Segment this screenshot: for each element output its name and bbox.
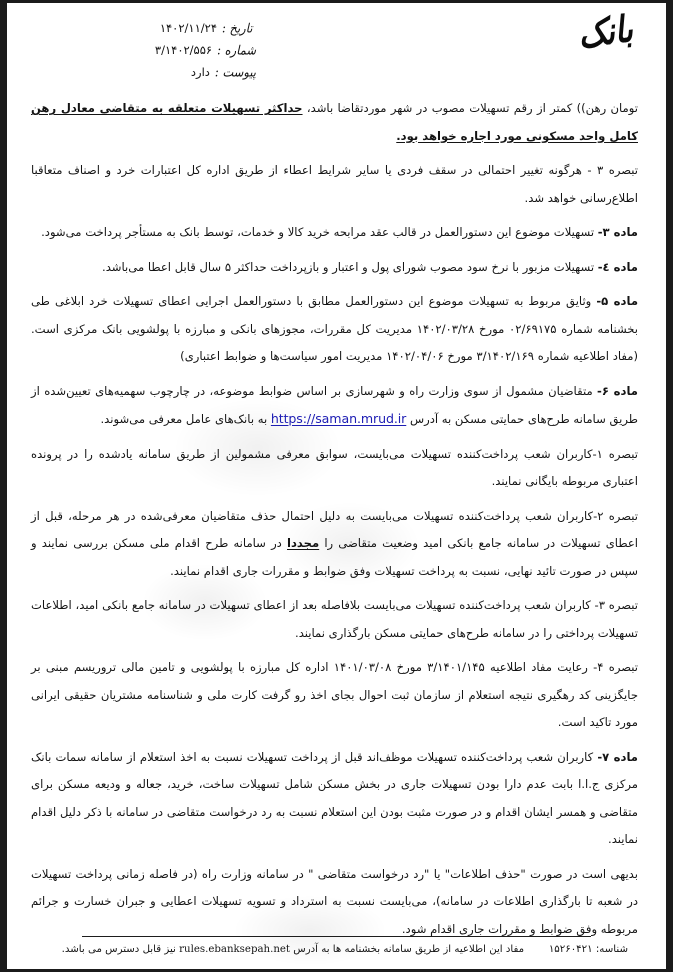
footer-document-id bbox=[549, 944, 628, 955]
paragraph-note-1: تبصره ۱-کاربران شعب پرداخت‌کننده تسهیلات می‌بایست، سوابق معرفی مشمولین از طریق سامانه یادشده را در پرونده اعتباری مربوطه بایگانی نمایند. bbox=[31, 446, 639, 488]
paragraph-final-note: بدیهی است در صورت "حذف اطلاعات" یا "رد درخواست متقاضی " در سامانه وزارت راه (در فاصله زمانی پرداخت تسهیلات در شعبه تا بارگذاری اطلاعات در سامانه)، می‌بایست نسبت به استرداد و تسویه تسهیلات اعطایی و جبران خسارت و جرائم مربوطه وفق ضوابط و مقررات جاری اقدام شود. bbox=[31, 866, 638, 936]
paragraph-article-3 bbox=[31, 219, 638, 247]
document-sheet bbox=[7, 3, 666, 969]
paragraph-note-3-top: تبصره ۳ - هرگونه تغییر احتمالی در سقف فردی یا سایر شرایط اعطاء از طریق اداره کل اعتبارات خرد و اصناف متعاقبا اطلاع‌رسانی خواهد شد. bbox=[31, 163, 638, 205]
saman-portal-link[interactable]: https://saman.mrud.ir bbox=[270, 411, 407, 426]
article-6-label: ماده ۶- bbox=[597, 383, 638, 398]
note-2-emphasis: مجددا bbox=[287, 536, 320, 550]
paragraph-article-4 bbox=[31, 254, 638, 282]
intro-emphasis-text: حداکثر تسهیلات متعلقه به متقاضی معادل رهن کامل واحد مسکونی مورد اجاره خواهد بود. bbox=[31, 101, 638, 143]
date-value: ۱۴۰۲/۱۱/۲۴ bbox=[159, 21, 217, 35]
article-5-label: ماده ۵- bbox=[596, 294, 638, 308]
letterhead-meta bbox=[155, 17, 256, 83]
page-border-left bbox=[0, 0, 7, 972]
note-2-text-after: در سامانه طرح اقدام ملی مسکن بررسی نمایند و سپس در صورت تائید نهایی، نسبت به پرداخت تسهیلات وفق ضوابط و مقررات جاری اقدام نمایند. bbox=[31, 536, 638, 578]
page-border-right bbox=[666, 0, 673, 972]
attachment-label: پیوست : bbox=[214, 64, 256, 80]
article-3-text: تسهیلات موضوع این دستورالعمل در قالب عقد مرابحه خرید کالا و خدمات، توسط بانک به مستأجر پرداخت می‌شود. bbox=[41, 225, 598, 239]
article-5-text: وثایق مربوط به تسهیلات موضوع این دستورالعمل مطابق با دستورالعمل اجرایی اعطای تسهیلات خرد ابلاغی طی بخشنامه شماره ۰۲/۶۹۱۷۵ مورخ ۱۴۰۲/۰۳/۲۸ مدیریت کل مقررات، مجوزهای بانکی و مبارزه با پولشویی بانک مرکزی است. (مفاد اطلاعیه شماره ۳/۱۴۰۲/۱۶۹ مورخ ۱۴۰۲/۰۴/۰۶ مدیریت امور سیاست‌ها و ضوابط اعتباری) bbox=[31, 294, 638, 363]
number-value: ۳/۱۴۰۲/۵۵۶ bbox=[154, 43, 213, 57]
bank-logo: بانک bbox=[575, 7, 635, 57]
meta-row-number bbox=[155, 39, 256, 61]
paragraph-note-2 bbox=[31, 503, 638, 586]
article-7-label: ماده ۷- bbox=[597, 749, 638, 764]
intro-lead-text: تومان رهن)) کمتر از رقم تسهیلات مصوب در شهر موردتقاضا باشد، bbox=[306, 101, 638, 115]
date-label: تاریخ : bbox=[222, 20, 253, 36]
paragraph-article-5 bbox=[31, 288, 638, 371]
footer-note-before: مفاد این اطلاعیه از طریق سامانه بخشنامه ها به آدرس bbox=[293, 944, 525, 955]
meta-row-attachment bbox=[155, 61, 256, 83]
article-4-text: تسهیلات مزبور با نرخ سود مصوب شورای پول و اعتبار و بازپرداخت حداکثر ۵ سال قابل اعطا می‌باشد. bbox=[102, 259, 598, 274]
document-content bbox=[7, 3, 666, 943]
article-6-text-after: به بانک‌های عامل معرفی می‌شوند. bbox=[100, 412, 271, 426]
paragraph-note-3-bottom: تبصره ۳- کاربران شعب پرداخت‌کننده تسهیلات می‌بایست بلافاصله بعد از اعطای تسهیلات در سامانه جامع بانکی امید، اطلاعات تسهیلات پرداختی را در سامانه طرح‌های حمایتی مسکن بارگذاری نمایند. bbox=[31, 598, 639, 640]
footer-note bbox=[37, 944, 549, 955]
letterhead bbox=[7, 3, 666, 95]
meta-row-date bbox=[155, 17, 256, 39]
article-6-text-before: متقاضیان مشمول از سوی وزارت راه و شهرسازی بر اساس ضوابط موضوعه، در چارچوب سهمیه‌های تعیین‌شده از طریق سامانه طرح‌های حمایتی مسکن به آدرس bbox=[31, 383, 638, 426]
attachment-value: دارد bbox=[190, 65, 210, 79]
footer-id-value: ۱۵۲۶۰۴۲۱ bbox=[548, 944, 593, 955]
footer-id-label: شناسه: bbox=[595, 944, 628, 955]
footer-row bbox=[7, 944, 666, 955]
note-2-text-before: تبصره ۲-کاربران شعب پرداخت‌کننده تسهیلات می‌بایست به دلیل احتمال حذف متقاضیان معرفی‌شده در هر مرحله، قبل از اعطای تسهیلات در سامانه جامع بانکی امید وضعیت متقاضی را bbox=[31, 508, 638, 550]
document-body bbox=[7, 95, 666, 943]
number-label: شماره : bbox=[217, 42, 256, 58]
footer-note-after: نیز قابل دسترس می باشد. bbox=[61, 944, 176, 955]
article-7-text: کاربران شعب پرداخت‌کننده تسهیلات موظف‌اند قبل از پرداخت تسهیلات نسبت به اخذ استعلام از سامانه سمات بانک مرکزی ج.ا.ا بابت عدم دارا بودن تسهیلات جاری در بخش مسکن شامل تسهیلات ساخت، خرید، جعاله و ودیعه مسکن برای متقاضی و همسر ایشان اقدام و در صورت مثبت بودن این استعلام نسبت به رد درخواست متقاضی در سامانه با ذکر دلیل اقدام نمایند. bbox=[31, 749, 638, 846]
footer-divider bbox=[82, 936, 591, 938]
paragraph-note-4: تبصره ۴- رعایت مفاد اطلاعیه ۳/۱۴۰۱/۱۴۵ مورخ ۱۴۰۱/۰۳/۰۸ اداره کل مبارزه با پولشویی و تامین مالی تروریسم مبنی بر جایگزینی کد رهگیری نتیجه استعلام از سازمان ثبت احوال بجای اخذ رو گرفت کارت ملی و شناسنامه مشتریان حقیقی ایرانی مورد تاکید است. bbox=[31, 660, 639, 729]
document-footer bbox=[7, 936, 666, 956]
article-3-label: ماده ۳- bbox=[597, 225, 638, 239]
paragraph-intro bbox=[31, 95, 638, 150]
article-4-label: ماده ٤- bbox=[597, 259, 638, 274]
footer-rules-url: rules.ebanksepah.net bbox=[179, 944, 291, 955]
paragraph-article-6 bbox=[31, 378, 638, 434]
paragraph-article-7 bbox=[31, 744, 638, 854]
